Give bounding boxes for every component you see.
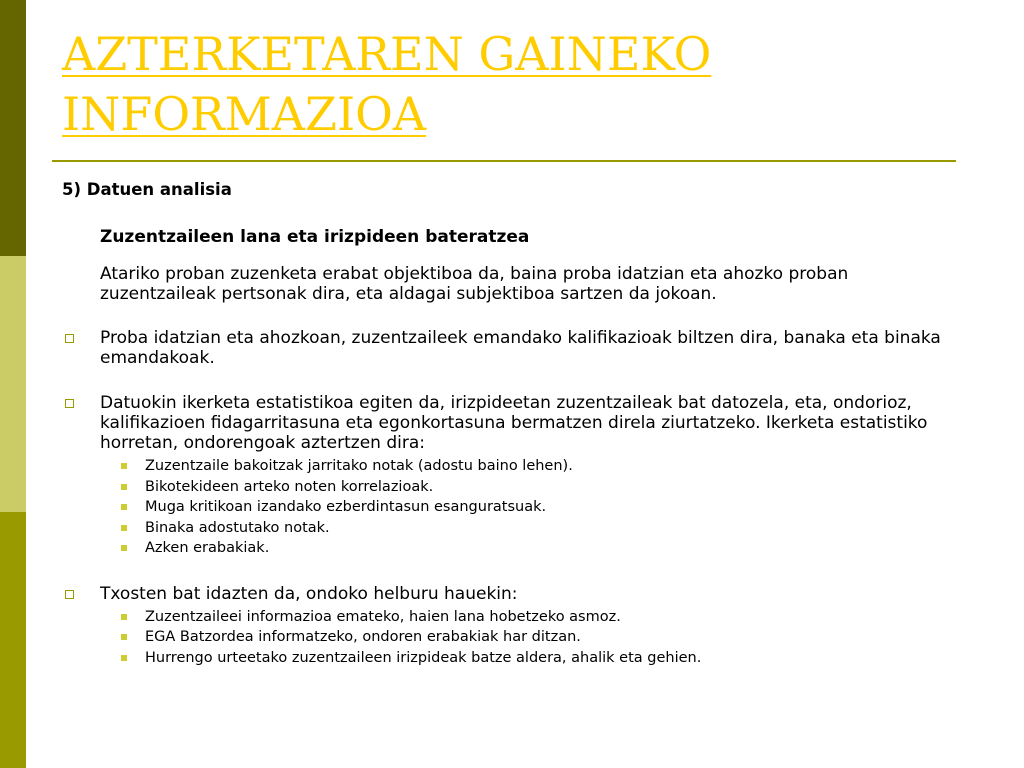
title-rule	[52, 160, 956, 162]
subheading: Zuzentzaileen lana eta irizpideen bateratzea	[100, 227, 530, 247]
square-bullet-icon	[121, 463, 127, 469]
side-bar-bottom	[0, 512, 26, 768]
bullet-text: Proba idatzian eta ahozkoan, zuzentzaileek emandako kalifikazioak biltzen dira, banaka eta binaka emandakoak.	[100, 328, 941, 368]
square-bullet-icon	[121, 525, 127, 531]
sub-bullet-text: Muga kritikoan izandako ezberdintasun esanguratsuak.	[145, 499, 547, 515]
bullet-text: Txosten bat idazten da, ondoko helburu hauekin:	[100, 583, 518, 604]
bullet-item	[62, 328, 942, 368]
sub-bullet-item	[100, 538, 942, 559]
section-heading: 5) Datuen analisia	[62, 180, 232, 199]
sub-bullet-text: Azken erabakiak.	[145, 540, 270, 556]
square-bullet-icon	[121, 614, 127, 620]
square-bullet-icon	[121, 504, 127, 510]
bullet-item	[62, 393, 942, 559]
sub-bullet-text: Zuzentzaileei informazioa emateko, haien lana hobetzeko asmoz.	[145, 608, 621, 625]
sub-bullet-item	[100, 477, 942, 498]
side-bar-top	[0, 0, 26, 256]
intro-paragraph: Atariko proban zuzenketa erabat objektiboa da, baina proba idatzian eta ahozko proban zuzentzaileak pertsonak dira, eta aldagai subjektiboa sartzen da jokoan.	[100, 264, 849, 304]
sub-bullet-text: Bikotekideen arteko noten korrelazioak.	[145, 478, 434, 495]
square-bullet-icon	[121, 634, 127, 640]
sub-bullet-item	[100, 518, 942, 539]
sub-bullet-item	[100, 607, 942, 628]
bullet-list	[62, 328, 942, 668]
bullet-item	[62, 584, 942, 669]
hollow-square-bullet-icon	[65, 334, 74, 343]
side-bar-middle	[0, 256, 26, 512]
hollow-square-bullet-icon	[65, 590, 74, 599]
sub-bullet-text: Binaka adostutako notak.	[145, 519, 330, 536]
slide-title: AZTERKETAREN GAINEKO INFORMAZIOA	[62, 27, 712, 141]
sub-bullet-item	[100, 497, 942, 518]
hollow-square-bullet-icon	[65, 399, 74, 408]
sub-bullet-list	[100, 607, 942, 669]
sub-bullet-list	[100, 456, 942, 559]
square-bullet-icon	[121, 484, 127, 490]
slide-content	[62, 180, 942, 693]
square-bullet-icon	[121, 655, 127, 661]
sub-bullet-item	[100, 456, 942, 477]
sub-bullet-text: EGA Batzordea informatzeko, ondoren erabakiak har ditzan.	[145, 629, 581, 645]
bullet-text: Datuokin ikerketa estatistikoa egiten da, irizpideetan zuzentzaileak bat datozela, eta, ondorioz, kalifikazioen fidagarritasuna eta egonkortasuna bermatzen direla ziurtatzeko. Ikerketa estatistiko horretan, ondorengoak aztertzen dira:	[100, 393, 928, 453]
sub-bullet-text: Hurrengo urteetako zuzentzaileen irizpideak batze aldera, ahalik eta gehien.	[145, 649, 702, 666]
sub-bullet-text: Zuzentzaile bakoitzak jarritako notak (adostu baino lehen).	[145, 458, 573, 474]
sub-bullet-item	[100, 627, 942, 648]
sub-bullet-item	[100, 648, 942, 669]
square-bullet-icon	[121, 545, 127, 551]
